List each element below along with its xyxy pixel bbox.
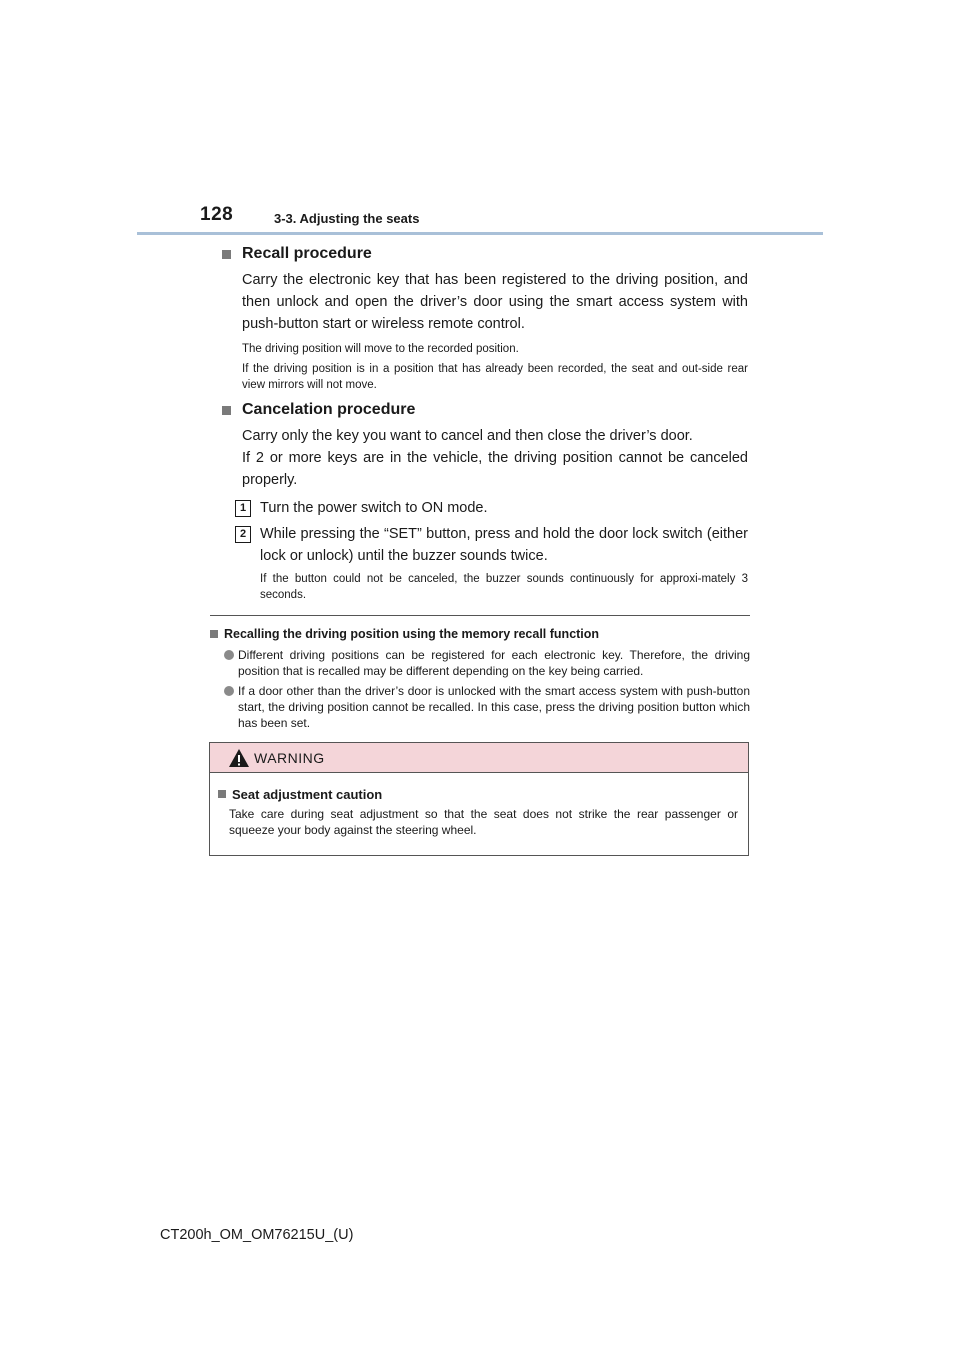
warning-box <box>209 742 749 856</box>
step-number-badge: 1 <box>235 500 251 517</box>
recall-note-1: The driving position will move to the recorded position. <box>242 343 519 355</box>
main-content <box>222 243 748 603</box>
warning-title: Seat adjustment caution <box>232 786 383 802</box>
step-1 <box>235 497 748 519</box>
warning-text: Take care during seat adjustment so that the seat does not strike the rear passenger or squeeze your body against the steering wheel. <box>229 807 738 837</box>
cancel-body-1: Carry only the key you want to cancel and then close the driver’s door. <box>242 428 693 444</box>
section-divider <box>210 615 750 616</box>
bullet-text: Different driving positions can be registered for each electronic key. Therefore, the driving position that is recalled may be different depending on the key being carried. <box>238 648 750 678</box>
warning-header <box>210 743 748 773</box>
step-note: If the button could not be canceled, the buzzer sounds continuously for approxi-mately 3 seconds. <box>260 573 748 601</box>
notes-section <box>210 625 750 731</box>
warning-heading <box>218 785 738 803</box>
bullet-text: If a door other than the driver’s door is unlocked with the smart access system with push-button start, the driving position cannot be recalled. In this case, press the driving position button which has been set. <box>238 684 750 730</box>
step-text: While pressing the “SET” button, press and hold the door lock switch (either lock or unlock) until the buzzer sounds twice. <box>260 526 748 564</box>
square-bullet-icon <box>222 406 231 415</box>
recall-body: Carry the electronic key that has been registered to the driving position, and then unlock and open the driver’s door using the smart access system with push-button start or wireless remote control. <box>242 272 748 332</box>
list-item <box>224 647 750 679</box>
square-bullet-icon <box>222 250 231 259</box>
step-number-badge: 2 <box>235 526 251 543</box>
cancel-title: Cancelation procedure <box>242 401 416 418</box>
list-item <box>224 683 750 731</box>
recall-note-2: If the driving position is in a position that has already been recorded, the seat and out-side rear view mirrors will not move. <box>242 363 748 391</box>
recall-title: Recall procedure <box>242 245 372 262</box>
circle-bullet-icon <box>224 686 234 696</box>
notes-heading <box>210 625 750 643</box>
cancel-body-2: If 2 or more keys are in the vehicle, the driving position cannot be canceled properly. <box>242 450 748 488</box>
cancel-heading <box>222 399 748 421</box>
square-bullet-icon <box>218 790 226 798</box>
notes-title: Recalling the driving position using the memory recall function <box>224 627 600 641</box>
section-title: 3-3. Adjusting the seats <box>274 211 420 226</box>
step-text: Turn the power switch to ON mode. <box>260 500 488 516</box>
footer-code: CT200h_OM_OM76215U_(U) <box>160 1227 354 1243</box>
step-2 <box>235 523 748 567</box>
page-number: 128 <box>200 204 234 225</box>
recall-heading <box>222 243 748 265</box>
header-rule <box>137 232 823 235</box>
square-bullet-icon <box>210 630 218 638</box>
warning-body <box>210 773 748 838</box>
warning-label: WARNING <box>254 749 325 766</box>
warning-triangle-icon <box>228 748 250 768</box>
circle-bullet-icon <box>224 650 234 660</box>
